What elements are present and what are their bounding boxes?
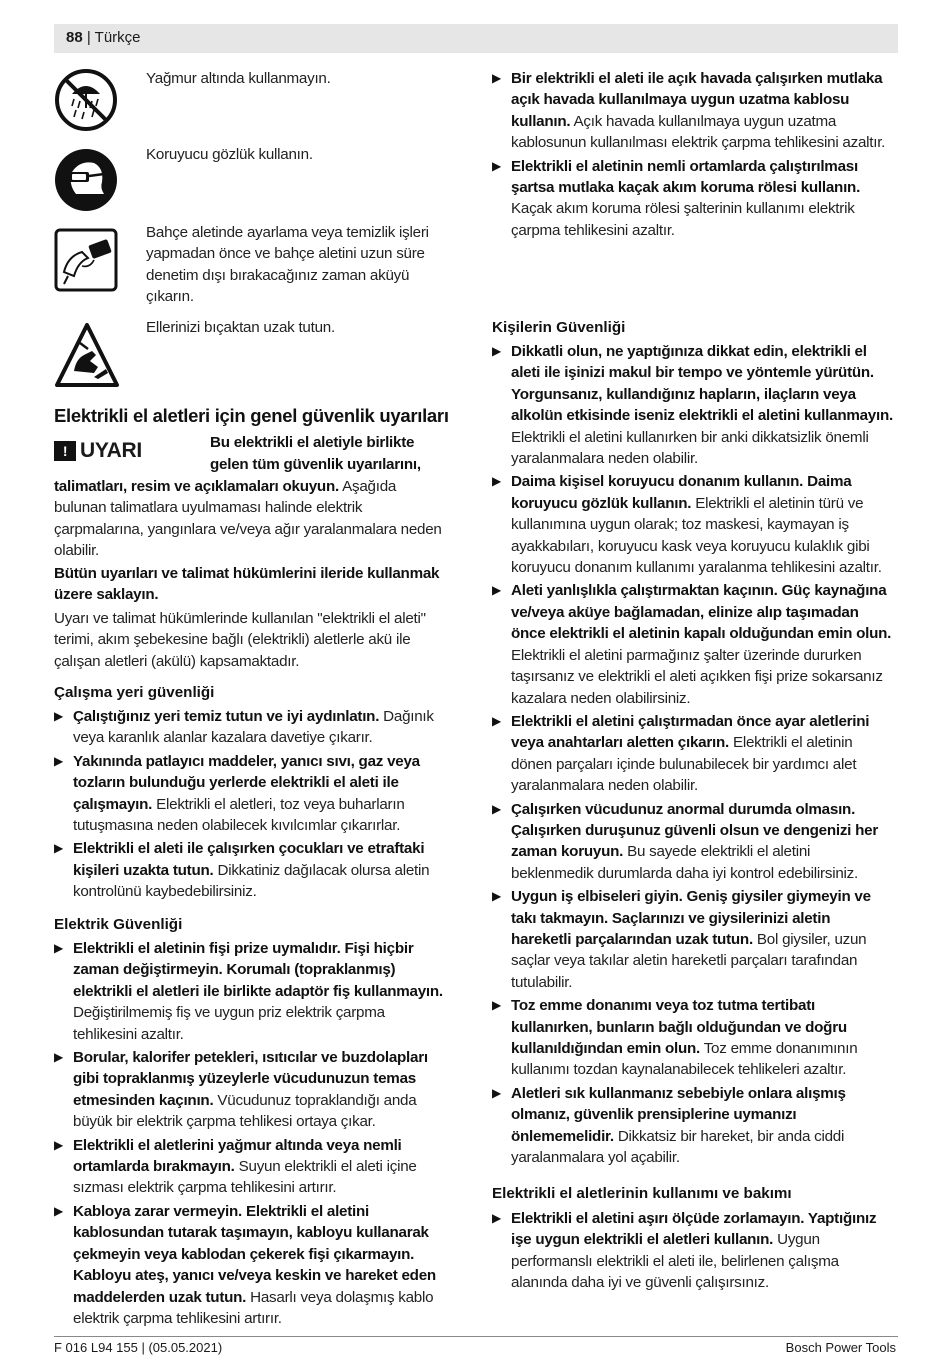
item-text: Uygun performanslı elektrikli el aleti ile, belirlenen çalışma alanında daha iyi ve güvenli çalışırsınız. xyxy=(511,1231,839,1292)
bullet-arrow-icon: ▶ xyxy=(492,71,501,85)
bullet-arrow-icon: ▶ xyxy=(54,709,63,723)
bullet-arrow-icon: ▶ xyxy=(492,1211,501,1225)
usage-list xyxy=(492,1208,894,1294)
icon-caption: Bahçe aletinde ayarlama veya temizlik işleri yapmadan önce ve bahçe aletini uzun süre denetim dışı bırakacağınız zaman aküyü çıkarın. xyxy=(146,224,429,306)
usage-title: Elektrikli el aletlerinin kullanımı ve bakımı xyxy=(492,1185,792,1202)
electrical-list-right xyxy=(492,68,894,241)
footer-doc-code: F 016 L94 155 | (05.05.2021) xyxy=(54,1340,223,1355)
footer-divider xyxy=(54,1336,898,1337)
warning-bold-line-3: talimatları, resim ve açıklamaları okuyun. xyxy=(54,478,339,495)
icon-caption: Ellerinizi bıçaktan uzak tutun. xyxy=(146,319,335,336)
item-bold: Elektrikli el aleti ile çalışırken çocukları ve etraftaki kişileri uzakta tutun. xyxy=(73,840,425,879)
item-bold: Daima kişisel koruyucu donanım kullanın. Daima koruyucu gözlük kullanın. xyxy=(511,473,852,512)
list-item xyxy=(54,838,446,902)
warning-bold-line-1: Bu elektrikli el aletiyle birlikte xyxy=(210,434,415,451)
page-language: Türkçe xyxy=(94,29,141,46)
warning-label xyxy=(54,439,142,463)
bullet-arrow-icon: ▶ xyxy=(492,889,501,904)
item-bold: Uygun iş elbiseleri giyin. Geniş giysiler giymeyin ve takı takmayın. Saçlarınızı ve giysilerinizi aletin hareketli parçalarından uzak tutun. xyxy=(511,888,871,948)
item-text: Suyun elektrikli el aleti içine sızması elektrik çarpma tehlikesini artırır. xyxy=(73,1158,417,1197)
item-bold: Çalıştığınız yeri temiz tutun ve iyi aydınlatın. xyxy=(73,708,380,725)
list-item xyxy=(492,799,894,885)
item-text: Bu sayede elektrikli el aletini beklenmedik durumlarda daha iyi kontrol edebilirsiniz. xyxy=(511,843,858,882)
item-bold: Elektrikli el aletini çalıştırmadan önce ayar aletlerini veya anahtarları aletten çıkarın. xyxy=(511,712,870,752)
bullet-arrow-icon: ▶ xyxy=(492,1085,501,1100)
main-section-title: Elektrikli el aletleri için genel güvenlik uyarıları xyxy=(54,405,449,426)
safety-goggles-icon xyxy=(54,148,118,212)
list-item xyxy=(54,938,446,1045)
warning-paragraph xyxy=(54,476,450,562)
work-area-list xyxy=(54,706,446,903)
list-item xyxy=(54,706,446,749)
list-item xyxy=(54,1201,446,1329)
item-bold: Aletleri sık kullanmanız sebebiyle onlara alışmış olmanız, güvenlik prensiplerine uymanızı önlememelidir. xyxy=(511,1084,846,1145)
list-item xyxy=(492,711,894,797)
bullet-arrow-icon: ▶ xyxy=(492,713,501,728)
list-item xyxy=(492,471,894,578)
no-rain-icon xyxy=(54,68,118,132)
warning-label-text: UYARI xyxy=(80,439,142,462)
item-text: Kaçak akım koruma rölesi şalterinin kullanımı elektrik çarpma tehlikesini azaltır. xyxy=(511,200,855,239)
icon-caption: Yağmur altında kullanmayın. xyxy=(146,70,331,87)
warning-triangle-icon: ! xyxy=(54,441,76,461)
item-bold: Elektrikli el aletinin fişi prize uymalıdır. Fişi hiçbir zaman değiştirmeyin. Korumalı (topraklanmış) elektrikli el aletleri ile birlikte adaptör fiş kullanmayın. xyxy=(73,940,443,1000)
item-text: Dikkatiniz dağılacak olursa aletin kontrolünü kaybedebilirsiniz. xyxy=(73,861,430,901)
item-text: Değiştirilmemiş fiş ve uygun priz elektrik çarpma tehlikesini azaltır. xyxy=(73,1004,385,1043)
list-item xyxy=(492,156,894,242)
item-bold: Kabloya zarar vermeyin. Elektrikli el aletini kablosundan tutarak taşımayın, kabloyu kullanarak çekmeyin veya kablodan çekerek fişi çıkarmayın. Kabloyu ateş, yanıcı ve/veya keskin ve hareket eden maddelerden uzak tutun. xyxy=(73,1202,436,1306)
warning-text: Aşağıda bulunan talimatlara uyulmaması halinde elektrik çarpmalarına, yangınlara ve/veya ağır yaralanmalara neden olabilir. xyxy=(54,478,442,560)
term-definition: Uyarı ve talimat hükümlerinde kullanılan "elektrikli el aleti" terimi, akım şebekesine bağlı (elektrikli) aletlerle akü ile çalışan aletleri (akülü) kapsamaktadır. xyxy=(54,610,426,670)
item-text: Elektrikli el aletini kullanırken bir anki dikkatsizlik önemli yaralanmalara neden olabilir. xyxy=(511,428,869,468)
item-text: Dağınık veya karanlık alanlar kazalara davetiye çıkarır. xyxy=(73,708,434,747)
personal-list xyxy=(492,341,894,1168)
list-item xyxy=(492,341,894,469)
warning-bold-line-2: gelen tüm güvenlik uyarılarını, xyxy=(210,456,421,473)
item-text: Toz emme donanımının kullanımı tozdan kaynalanabilecek tehlikeleri azaltır. xyxy=(511,1040,858,1079)
bullet-arrow-icon: ▶ xyxy=(492,801,501,816)
personal-title: Kişilerin Güvenliği xyxy=(492,319,626,336)
keep-instructions: Bütün uyarıları ve talimat hükümlerini ileride kullanmak üzere saklayın. xyxy=(54,565,440,604)
item-bold: Bir elektrikli el aleti ile açık havada çalışırken mutlaka açık havada kullanılmaya uygun uzatma kablosu kullanın. xyxy=(511,70,883,130)
list-item xyxy=(54,1135,446,1199)
remove-battery-icon xyxy=(54,228,118,292)
item-bold: Çalışırken vücudunuz anormal durumda olmasın. Çalışırken duruşunuz güvenli olsun ve dengenizi her zaman koruyun. xyxy=(511,800,879,861)
list-item xyxy=(492,995,894,1081)
list-item xyxy=(492,1208,894,1294)
list-item xyxy=(492,886,894,993)
item-bold: Elektrikli el aletlerini yağmur altında veya nemli ortamlarda bırakmayın. xyxy=(73,1136,402,1176)
bullet-arrow-icon: ▶ xyxy=(492,158,501,173)
item-text: Hasarlı veya dolaşmış kablo elektrik çarpma tehlikesini artırır. xyxy=(73,1288,434,1327)
page-number: 88 xyxy=(66,29,83,46)
item-bold: Aleti yanlışlıkla çalıştırmaktan kaçının. Güç kaynağına ve/veya aküye bağlamadan, elinize alıp taşımadan önce elektrikli el aletinin kapalı olduğundan emin olun. xyxy=(511,582,892,643)
item-text: Elektrikli el aletinin dönen parçaları içinde bulunabilecek bir yardımcı alet yaralanmalara neden olabilir. xyxy=(511,734,857,795)
item-text: Bol giysiler, uzun saçlar veya takılar aletin hareketli parçaları tarafından tutulabilir. xyxy=(511,930,867,991)
keep-hands-away-blade-icon xyxy=(54,321,118,391)
item-bold: Toz emme donanımı veya toz tutma tertibatı kullanırken, bunların bağlı olduğundan ve doğru kullanıldığından emin olun. xyxy=(511,997,847,1057)
bullet-arrow-icon: ▶ xyxy=(54,1137,63,1152)
list-item xyxy=(492,1083,894,1169)
bullet-arrow-icon: ▶ xyxy=(492,474,501,489)
list-item xyxy=(54,1047,446,1133)
bullet-arrow-icon: ▶ xyxy=(54,1050,63,1065)
item-bold: Elektrikli el aletini aşırı ölçüde zorlamayın. Yaptığınız işe uygun elektrikli el aletleri kullanın. xyxy=(511,1210,877,1249)
item-bold: Elektrikli el aletinin nemli ortamlarda çalıştırılması şartsa mutlaka kaçak akım koruma rölesi kullanın. xyxy=(511,157,861,197)
page-header xyxy=(54,24,898,53)
bullet-arrow-icon: ▶ xyxy=(492,998,501,1013)
footer-brand: Bosch Power Tools xyxy=(785,1340,896,1355)
header-separator: | xyxy=(82,29,95,46)
item-text: Elektrikli el aletleri, toz veya buharların tutuşmasına neden olabilecek kıvılcımlar çıkarırlar. xyxy=(73,795,405,835)
list-item xyxy=(492,580,894,708)
work-area-title: Çalışma yeri güvenliği xyxy=(54,684,215,701)
item-text: Dikkatsiz bir hareket, bir anda ciddi yaralanmalara yol açabilir. xyxy=(511,1127,845,1167)
bullet-arrow-icon: ▶ xyxy=(54,1203,63,1218)
item-text: Açık havada kullanılmaya uygun uzatma kablosunun kullanılması elektrik çarpma tehlikesini azaltır. xyxy=(511,112,886,152)
bullet-arrow-icon: ▶ xyxy=(54,753,63,768)
bullet-arrow-icon: ▶ xyxy=(492,344,501,358)
list-item xyxy=(54,751,446,837)
item-text: Elektrikli el aletinin türü ve kullanımına uygun olarak; toz maskesi, kaymayan iş ayakkabıları, koruyucu kask veya koruyucu kulaklık gibi koruyucu donanım kullanımı yaralanma tehlikesini azaltır. xyxy=(511,494,882,577)
item-bold: Yakınında patlayıcı maddeler, yanıcı sıvı, gaz veya tozların bulunduğu yerlerde elektrikli el aleti ile çalışmayın. xyxy=(73,752,420,813)
bullet-arrow-icon: ▶ xyxy=(54,841,63,856)
bullet-arrow-icon: ▶ xyxy=(492,583,501,598)
item-text: Vücudunuz topraklandığı anda büyük bir elektrik çarpma tehlikesi ortaya çıkar. xyxy=(73,1091,417,1131)
electrical-title: Elektrik Güvenliği xyxy=(54,916,183,933)
item-bold: Dikkatli olun, ne yaptığınıza dikkat edin, elektrikli el aleti ile işinizi makul bir tempo ve yöntemle yürütün. Yorgunsanız, kullandığınız hapların, ilaçların veya alkolün etkisinde iseniz elektrikli el aletini kullanmayın. xyxy=(511,343,893,425)
list-item xyxy=(492,68,894,154)
electrical-list-left xyxy=(54,938,446,1329)
icon-caption: Koruyucu gözlük kullanın. xyxy=(146,146,313,163)
bullet-arrow-icon: ▶ xyxy=(54,941,63,955)
item-bold: Borular, kalorifer petekleri, ısıtıcılar ve buzdolapları gibi topraklanmış yüzeylerle vücudunuzun temas etmesinden kaçının. xyxy=(73,1049,428,1109)
item-text: Elektrikli el aletini parmağınız şalter üzerinde dururken taşırsanız ve elektrikli el aleti açıkken fişi prize sokarsanız kazalara neden olabilirsiniz. xyxy=(511,646,883,707)
